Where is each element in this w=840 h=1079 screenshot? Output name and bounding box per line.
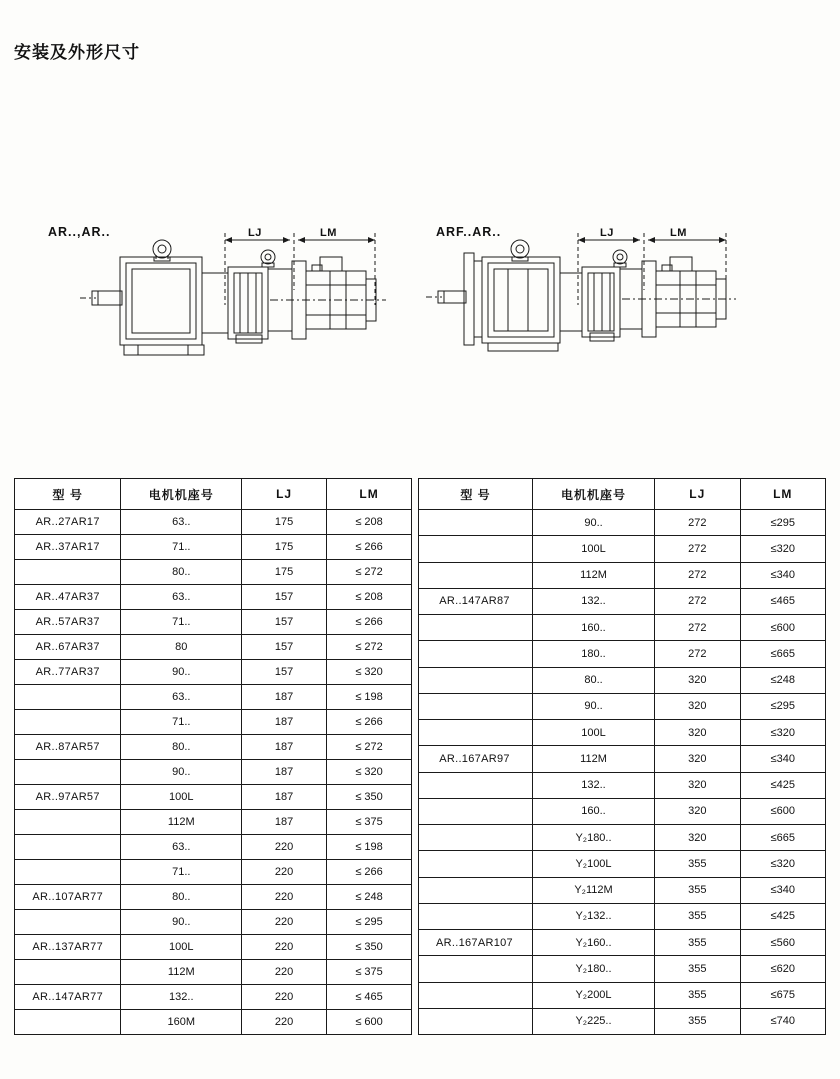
cell-model: AR..47AR37 <box>15 585 121 610</box>
cell-model <box>15 860 121 885</box>
table-row <box>15 810 412 835</box>
cell-model: AR..87AR57 <box>15 735 121 760</box>
cell-frame: 112M <box>532 562 654 588</box>
cell-frame: 63.. <box>121 510 242 535</box>
table-row <box>15 885 412 910</box>
table-row <box>15 685 412 710</box>
table-row <box>15 535 412 560</box>
cell-frame: 132.. <box>532 588 654 614</box>
cell-frame: 63.. <box>121 585 242 610</box>
table-row <box>419 641 826 667</box>
dimension-table-right <box>418 478 826 1035</box>
table-row <box>419 746 826 772</box>
table-row <box>419 667 826 693</box>
cell-frame: 100L <box>121 935 242 960</box>
cell-frame: Y₂112M <box>532 877 654 903</box>
cell-model <box>15 910 121 935</box>
cell-frame: 80.. <box>532 667 654 693</box>
cell-frame: Y₂180.. <box>532 956 654 982</box>
cell-lj: 220 <box>242 1010 327 1035</box>
cell-lm: ≤ 272 <box>327 735 412 760</box>
header-model: 型 号 <box>419 479 533 510</box>
cell-frame: 160.. <box>532 798 654 824</box>
cell-model <box>419 798 533 824</box>
cell-lj: 272 <box>655 536 740 562</box>
cell-frame: 160M <box>121 1010 242 1035</box>
cell-model <box>419 562 533 588</box>
cell-lj: 320 <box>655 693 740 719</box>
dimension-tables <box>14 478 826 1035</box>
table-row <box>15 785 412 810</box>
table-row <box>15 1010 412 1035</box>
cell-lm: ≤ 295 <box>327 910 412 935</box>
cell-lm: ≤ 600 <box>327 1010 412 1035</box>
cell-lm: ≤ 465 <box>327 985 412 1010</box>
table-row <box>419 510 826 536</box>
table-row <box>15 635 412 660</box>
cell-model <box>15 760 121 785</box>
cell-frame: Y₂225.. <box>532 1008 654 1034</box>
cell-lm: ≤ 320 <box>327 660 412 685</box>
cell-lj: 187 <box>242 735 327 760</box>
cell-frame: 100L <box>532 536 654 562</box>
cell-lm: ≤ 350 <box>327 935 412 960</box>
cell-lj: 220 <box>242 985 327 1010</box>
cell-model: AR..147AR87 <box>419 588 533 614</box>
cell-frame: 180.. <box>532 641 654 667</box>
cell-lm: ≤665 <box>740 641 826 667</box>
table-row <box>15 860 412 885</box>
cell-model: AR..107AR77 <box>15 885 121 910</box>
table-row <box>419 772 826 798</box>
cell-model: AR..147AR77 <box>15 985 121 1010</box>
table-row <box>419 982 826 1008</box>
table-row <box>419 956 826 982</box>
cell-lm: ≤320 <box>740 851 826 877</box>
cell-lm: ≤ 208 <box>327 510 412 535</box>
cell-lm: ≤425 <box>740 903 826 929</box>
cell-frame: 80 <box>121 635 242 660</box>
cell-lm: ≤340 <box>740 746 826 772</box>
table-row <box>15 710 412 735</box>
cell-frame: 90.. <box>121 660 242 685</box>
cell-lm: ≤295 <box>740 510 826 536</box>
cell-lm: ≤560 <box>740 930 826 956</box>
dimension-table-left <box>14 478 412 1035</box>
table-row <box>15 610 412 635</box>
cell-frame: 80.. <box>121 885 242 910</box>
cell-frame: Y₂160.. <box>532 930 654 956</box>
cell-lm: ≤340 <box>740 877 826 903</box>
cell-model <box>419 720 533 746</box>
table-row <box>419 825 826 851</box>
table-row <box>419 693 826 719</box>
cell-model <box>15 1010 121 1035</box>
cell-model: AR..167AR97 <box>419 746 533 772</box>
dim-label-lj-right: LJ <box>600 227 614 239</box>
table-row <box>419 615 826 641</box>
dim-label-lm-right: LM <box>670 227 687 239</box>
cell-frame: 100L <box>121 785 242 810</box>
cell-lj: 355 <box>655 930 740 956</box>
cell-lj: 157 <box>242 635 327 660</box>
table-row <box>15 760 412 785</box>
header-lm: LM <box>740 479 826 510</box>
cell-frame: 71.. <box>121 610 242 635</box>
table-row <box>15 960 412 985</box>
table-row <box>419 588 826 614</box>
cell-frame: 90.. <box>532 510 654 536</box>
cell-model <box>419 982 533 1008</box>
table-row <box>419 851 826 877</box>
cell-lm: ≤ 266 <box>327 610 412 635</box>
cell-model <box>419 510 533 536</box>
cell-frame: 71.. <box>121 860 242 885</box>
page-title: 安装及外形尺寸 <box>14 43 140 62</box>
cell-lm: ≤ 375 <box>327 960 412 985</box>
cell-lm: ≤ 198 <box>327 835 412 860</box>
header-lj: LJ <box>242 479 327 510</box>
cell-frame: Y₂180.. <box>532 825 654 851</box>
cell-model <box>15 810 121 835</box>
cell-lj: 320 <box>655 720 740 746</box>
cell-lm: ≤620 <box>740 956 826 982</box>
cell-lm: ≤ 320 <box>327 760 412 785</box>
cell-lj: 272 <box>655 588 740 614</box>
cell-lj: 355 <box>655 982 740 1008</box>
cell-lm: ≤295 <box>740 693 826 719</box>
cell-model <box>419 693 533 719</box>
table-row <box>15 835 412 860</box>
cell-lm: ≤600 <box>740 798 826 824</box>
cell-model: AR..137AR77 <box>15 935 121 960</box>
cell-lm: ≤600 <box>740 615 826 641</box>
cell-model <box>419 667 533 693</box>
cell-lm: ≤675 <box>740 982 826 1008</box>
dim-label-lm-left: LM <box>320 227 337 239</box>
dim-label-lj-left: LJ <box>248 227 262 239</box>
cell-lj: 220 <box>242 960 327 985</box>
cell-lj: 272 <box>655 510 740 536</box>
cell-lj: 220 <box>242 910 327 935</box>
cell-frame: 112M <box>121 960 242 985</box>
cell-lj: 220 <box>242 860 327 885</box>
cell-model <box>419 877 533 903</box>
cell-model <box>419 536 533 562</box>
cell-frame: 112M <box>121 810 242 835</box>
cell-lm: ≤ 272 <box>327 635 412 660</box>
table-row <box>419 562 826 588</box>
cell-lj: 355 <box>655 956 740 982</box>
cell-lj: 272 <box>655 615 740 641</box>
cell-lm: ≤740 <box>740 1008 826 1034</box>
cell-lj: 187 <box>242 810 327 835</box>
cell-lj: 355 <box>655 903 740 929</box>
cell-lj: 320 <box>655 746 740 772</box>
cell-model <box>15 560 121 585</box>
cell-frame: 100L <box>532 720 654 746</box>
header-model: 型 号 <box>15 479 121 510</box>
table-row <box>419 1008 826 1034</box>
cell-lm: ≤425 <box>740 772 826 798</box>
cell-model: AR..97AR57 <box>15 785 121 810</box>
cell-lj: 320 <box>655 798 740 824</box>
cell-lj: 320 <box>655 825 740 851</box>
cell-lm: ≤ 266 <box>327 535 412 560</box>
cell-model <box>419 825 533 851</box>
cell-lm: ≤665 <box>740 825 826 851</box>
cell-frame: 80.. <box>121 560 242 585</box>
table-header-row <box>419 479 826 510</box>
cell-model <box>419 641 533 667</box>
cell-frame: 80.. <box>121 735 242 760</box>
cell-lm: ≤ 208 <box>327 585 412 610</box>
table-row <box>419 930 826 956</box>
cell-lm: ≤ 266 <box>327 860 412 885</box>
cell-lj: 187 <box>242 685 327 710</box>
gear-unit-drawing-right <box>408 195 808 390</box>
cell-frame: Y₂100L <box>532 851 654 877</box>
cell-lj: 187 <box>242 710 327 735</box>
cell-lj: 187 <box>242 785 327 810</box>
cell-frame: 132.. <box>532 772 654 798</box>
cell-frame: 160.. <box>532 615 654 641</box>
table-row <box>15 560 412 585</box>
cell-frame: 63.. <box>121 685 242 710</box>
cell-model <box>15 835 121 860</box>
cell-frame: 112M <box>532 746 654 772</box>
table-row <box>15 735 412 760</box>
cell-frame: Y₂200L <box>532 982 654 1008</box>
cell-model: AR..67AR37 <box>15 635 121 660</box>
cell-lj: 175 <box>242 535 327 560</box>
cell-lj: 320 <box>655 667 740 693</box>
table-row <box>419 720 826 746</box>
table-row <box>419 798 826 824</box>
cell-lm: ≤320 <box>740 720 826 746</box>
gear-unit-drawing-left <box>20 195 420 390</box>
cell-frame: 63.. <box>121 835 242 860</box>
cell-model <box>15 960 121 985</box>
cell-frame: 90.. <box>532 693 654 719</box>
cell-frame: 71.. <box>121 710 242 735</box>
cell-lj: 220 <box>242 885 327 910</box>
cell-lm: ≤ 248 <box>327 885 412 910</box>
table-row <box>419 536 826 562</box>
cell-model: AR..57AR37 <box>15 610 121 635</box>
table-row <box>419 877 826 903</box>
table-row <box>15 660 412 685</box>
table-row <box>15 510 412 535</box>
cell-lj: 320 <box>655 772 740 798</box>
cell-lm: ≤ 272 <box>327 560 412 585</box>
cell-model: AR..27AR17 <box>15 510 121 535</box>
cell-model <box>419 772 533 798</box>
cell-lm: ≤465 <box>740 588 826 614</box>
cell-lj: 355 <box>655 1008 740 1034</box>
header-lm: LM <box>327 479 412 510</box>
cell-lm: ≤320 <box>740 536 826 562</box>
cell-lm: ≤ 375 <box>327 810 412 835</box>
cell-lm: ≤340 <box>740 562 826 588</box>
table-row <box>15 935 412 960</box>
cell-model <box>419 615 533 641</box>
header-lj: LJ <box>655 479 740 510</box>
cell-frame: 90.. <box>121 910 242 935</box>
cell-lj: 157 <box>242 585 327 610</box>
cell-lj: 220 <box>242 935 327 960</box>
cell-lj: 157 <box>242 660 327 685</box>
cell-lj: 272 <box>655 641 740 667</box>
cell-lj: 272 <box>655 562 740 588</box>
header-frame: 电机机座号 <box>532 479 654 510</box>
cell-lj: 355 <box>655 851 740 877</box>
diagram-area <box>0 195 840 395</box>
cell-model <box>15 710 121 735</box>
cell-lm: ≤248 <box>740 667 826 693</box>
cell-lm: ≤ 266 <box>327 710 412 735</box>
cell-lj: 175 <box>242 510 327 535</box>
drawing-label-left: AR..,AR.. <box>48 225 111 239</box>
table-row <box>15 910 412 935</box>
cell-lm: ≤ 198 <box>327 685 412 710</box>
cell-lj: 157 <box>242 610 327 635</box>
table-row <box>419 903 826 929</box>
cell-lj: 220 <box>242 835 327 860</box>
cell-model: AR..167AR107 <box>419 930 533 956</box>
cell-frame: 71.. <box>121 535 242 560</box>
cell-model <box>419 956 533 982</box>
cell-model: AR..77AR37 <box>15 660 121 685</box>
cell-frame: Y₂132.. <box>532 903 654 929</box>
cell-model <box>419 1008 533 1034</box>
table-header-row <box>15 479 412 510</box>
header-frame: 电机机座号 <box>121 479 242 510</box>
drawing-label-right: ARF..AR.. <box>436 225 502 239</box>
table-row <box>15 585 412 610</box>
cell-frame: 132.. <box>121 985 242 1010</box>
cell-lm: ≤ 350 <box>327 785 412 810</box>
cell-lj: 175 <box>242 560 327 585</box>
table-row <box>15 985 412 1010</box>
cell-lj: 187 <box>242 760 327 785</box>
cell-model: AR..37AR17 <box>15 535 121 560</box>
cell-model <box>419 903 533 929</box>
cell-lj: 355 <box>655 877 740 903</box>
cell-model <box>15 685 121 710</box>
cell-frame: 90.. <box>121 760 242 785</box>
cell-model <box>419 851 533 877</box>
